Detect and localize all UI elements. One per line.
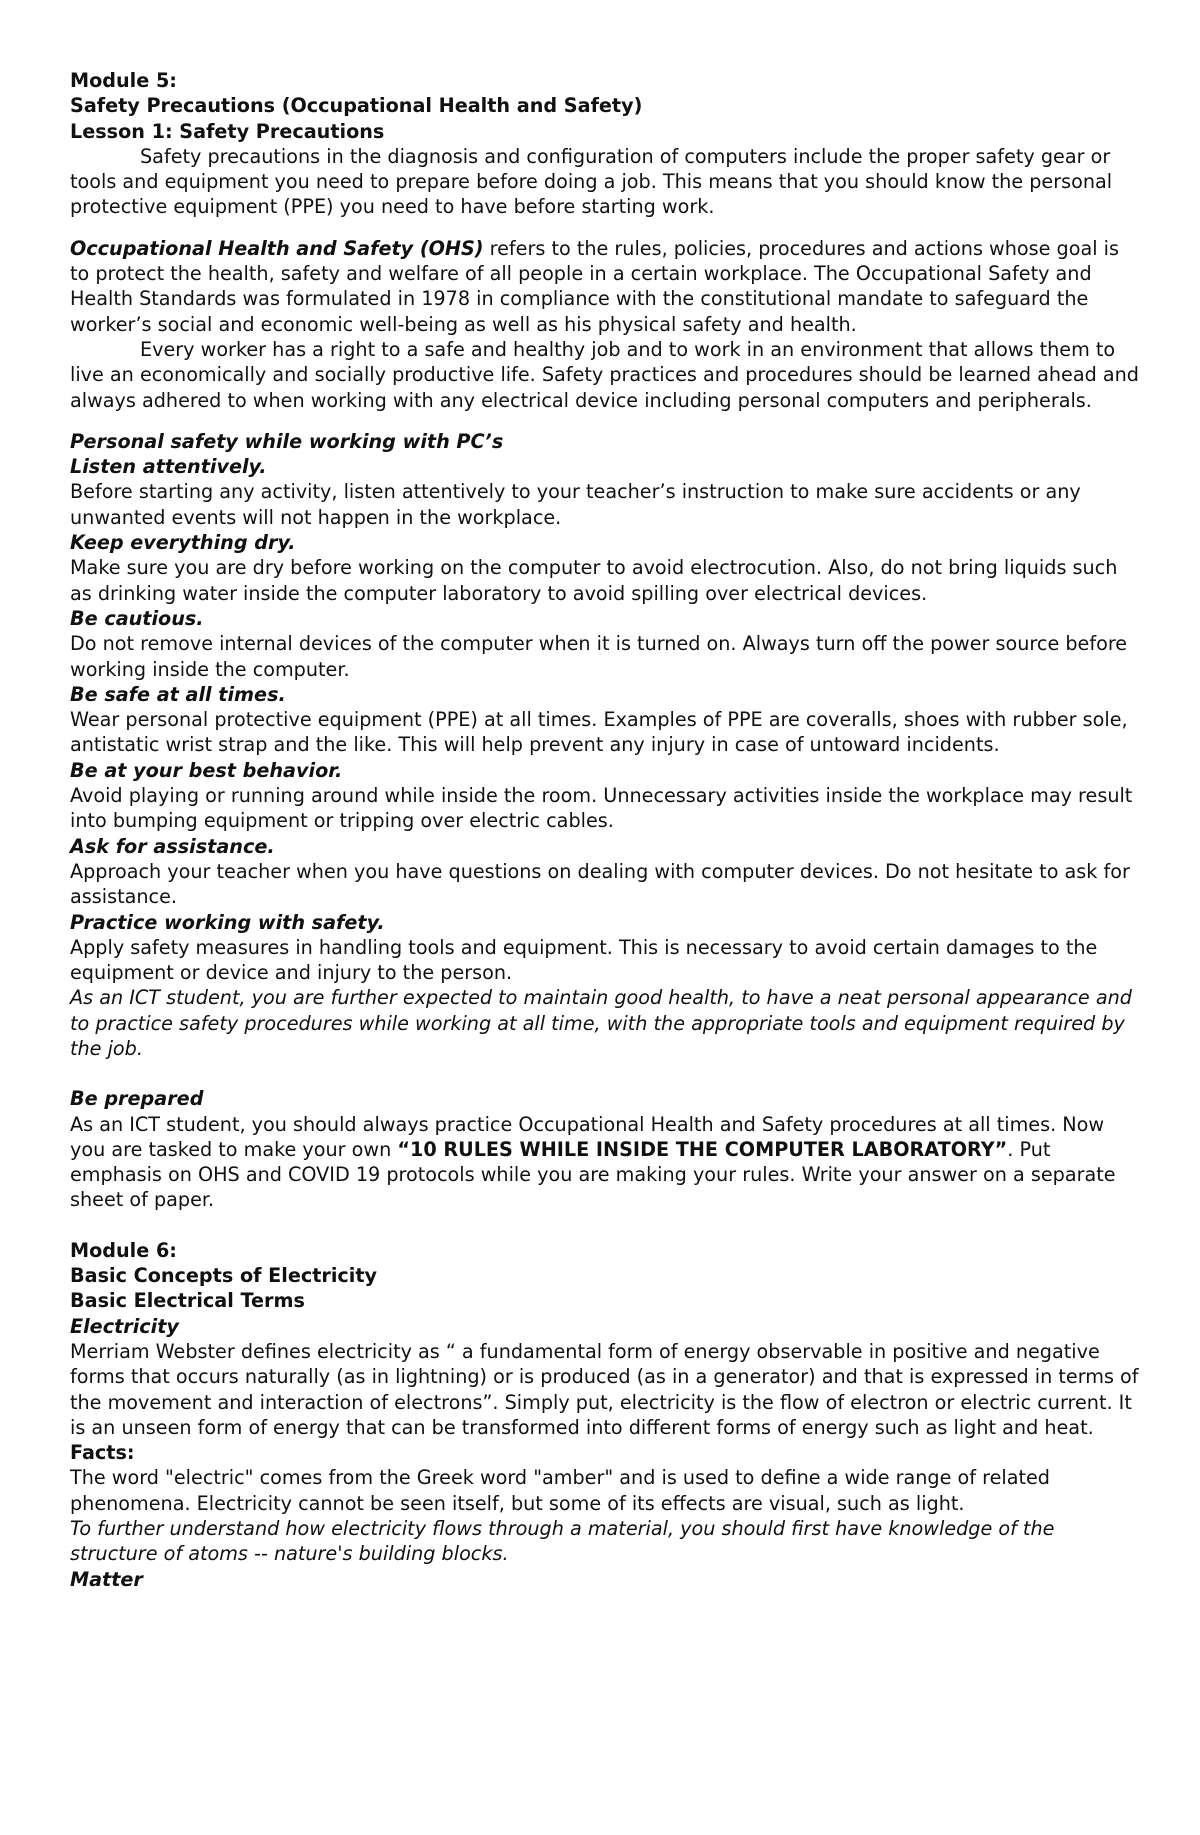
rule-heading: Keep everything dry.: [70, 531, 296, 555]
module6-subtitle: Basic Electrical Terms: [70, 1289, 305, 1313]
rule-text: Make sure you are dry before working on the computer to avoid electrocution. Also, do not bring liquids such as drinking water inside the computer laboratory to avoid spilling over electrical devices.: [70, 556, 1118, 605]
module6-title: Basic Concepts of Electricity: [70, 1264, 378, 1288]
rule-text: Before starting any activity, listen attentively to your teacher’s instruction to make sure accidents or any unwanted events will not happen in the workplace.: [70, 480, 1081, 529]
rule-heading: Be at your best behavior.: [70, 758, 343, 782]
spacer: [70, 1213, 1140, 1238]
be-prepared-heading: Be prepared: [70, 1087, 204, 1111]
spacer: [70, 1061, 1140, 1086]
lesson-title: Lesson 1: Safety Precautions: [70, 119, 385, 143]
ohs-paragraph: [70, 236, 1140, 337]
spacer: [70, 220, 1140, 236]
be-prepared-text: . Put emphasis on OHS and COVID 19 protocols while you are making your rules. Write your answer on a separate sheet of paper.: [70, 1137, 1116, 1212]
rule-heading: Be safe at all times.: [70, 682, 286, 706]
rule-heading: Ask for assistance.: [70, 834, 275, 858]
be-prepared-emphasis: “10 RULES WHILE INSIDE THE COMPUTER LABORATORY”: [397, 1137, 1008, 1161]
personal-safety-heading: Personal safety while working with PC’s: [70, 429, 504, 453]
be-prepared-paragraph: [70, 1112, 1140, 1213]
rule-text: Apply safety measures in handling tools and equipment. This is necessary to avoid certain damages to the equipment or device and injury to the person.: [70, 935, 1098, 985]
facts-heading: Facts:: [70, 1441, 135, 1465]
ict-student-note: As an ICT student, you are further expected to maintain good health, to have a neat personal appearance and to practice safety procedures while working at all time, with the appropriate tools and equipment required by the job.: [70, 986, 1132, 1060]
rule-text: Avoid playing or running around while inside the room. Unnecessary activities inside the workplace may result into bumping equipment or tripping over electric cables.: [70, 784, 1133, 833]
module6-label: Module 6:: [70, 1238, 177, 1262]
rule-text: Do not remove internal devices of the computer when it is turned on. Always turn off the power source before working inside the computer.: [70, 632, 1128, 681]
rule-heading: Listen attentively.: [70, 455, 267, 479]
worker-rights-paragraph: Every worker has a right to a safe and healthy job and to work in an environment that allows them to live an economically and socially productive life. Safety practices and procedures should be learned ahead and always adhered to when working with any electrical device including personal computers and peripherals.: [70, 337, 1139, 412]
rule-heading: Be cautious.: [70, 606, 204, 630]
ohs-term: Occupational Health and Safety (OHS): [70, 236, 484, 260]
be-prepared-text: As an ICT student, you should always practice Occupational Health and Safety procedures at all times. Now you are tasked to make your own: [70, 1112, 1105, 1161]
rule-text: Wear personal protective equipment (PPE) at all times. Examples of PPE are coveralls, shoes with rubber sole, antistatic wrist strap and the like. This will help prevent any injury in case of untoward incidents.: [70, 708, 1128, 757]
document-page: [70, 68, 1140, 1592]
rule-text: Approach your teacher when you have questions on dealing with computer devices. Do not hesitate to ask for assistance.: [70, 859, 1130, 909]
facts-paragraph: The word "electric" comes from the Greek word "amber" and is used to define a wide range of related phenomena. Electricity cannot be seen itself, but some of its effects are visual, such as light.: [70, 1466, 1050, 1515]
electricity-heading: Electricity: [70, 1314, 179, 1338]
matter-heading: Matter: [70, 1567, 143, 1591]
ohs-definition: refers to the rules, policies, procedures and actions whose goal is to protect the health, safety and welfare of all people in a certain workplace. The Occupational Safety and Health Standards was formulated in 1978 in compliance with the constitutional mandate to safeguard the worker’s social and economic well-being as well as his physical safety and health.: [70, 236, 1119, 336]
module5-label: Module 5:: [70, 69, 177, 92]
electricity-paragraph: Merriam Webster defines electricity as “ a fundamental form of energy observable in positive and negative forms that occurs naturally (as in lightning) or is produced (as in a generator) and that is expressed in terms of the movement and interaction of electrons”. Simply put, electricity is the flow of electron or electric current. It is an unseen form of energy that can be transformed into different forms of energy such as light and heat.: [70, 1339, 1139, 1439]
spacer: [70, 413, 1140, 429]
module5-title: Safety Precautions (Occupational Health and Safety): [70, 94, 643, 118]
atoms-note: To further understand how electricity flows through a material, you should first have knowledge of the structure of atoms -- nature's building blocks.: [70, 1517, 1055, 1566]
rule-heading: Practice working with safety.: [70, 910, 385, 934]
intro-paragraph: Safety precautions in the diagnosis and configuration of computers include the proper safety gear or tools and equipment you need to prepare before doing a job. This means that you should know the personal protective equipment (PPE) you need to have before starting work.: [70, 144, 1113, 219]
